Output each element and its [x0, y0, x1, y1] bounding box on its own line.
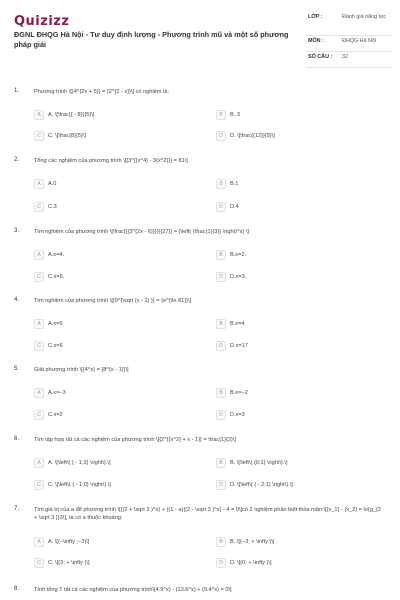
option-text: C. \[\left\{ { - 1;0} \right\}.\] — [48, 481, 111, 488]
option-d[interactable] — [216, 409, 245, 420]
option-letter: D — [216, 131, 226, 141]
option-d[interactable] — [216, 271, 246, 282]
option-text: B. \[(−3; + \infty )\] — [230, 538, 275, 545]
option-letter: A — [34, 319, 44, 329]
option-text: C. \[\frac{8}{5}\] — [48, 132, 86, 139]
option-a[interactable] — [34, 457, 111, 468]
option-letter: B — [216, 110, 226, 120]
option-b[interactable] — [216, 387, 248, 398]
option-letter: C — [34, 341, 44, 351]
option-d[interactable] — [216, 130, 275, 141]
option-a[interactable] — [34, 536, 89, 547]
option-b[interactable] — [216, 536, 274, 547]
question-number: 6. — [14, 436, 20, 442]
subject-label: MÔN : — [308, 38, 324, 44]
option-b[interactable] — [216, 249, 246, 260]
option-text: A. \[\frac{{ - 8}}{5}\] — [48, 111, 95, 118]
question-text: Tìm nghiệm của phương trình \[{9^{\sqrt {x - 1} }} = {e^{\ln 81}}\] — [34, 298, 192, 304]
option-text: D.4 — [230, 203, 239, 210]
question-text: Giải phương trình \[{4^x} = {8^{x - 1}}\] — [34, 367, 129, 373]
option-a[interactable] — [34, 109, 94, 120]
option-letter: D — [216, 272, 226, 282]
option-d[interactable] — [216, 479, 293, 490]
option-letter: C — [34, 202, 44, 212]
option-c[interactable] — [34, 271, 64, 282]
option-letter: D — [216, 480, 226, 490]
option-b[interactable] — [216, 178, 238, 189]
option-text: B. 3 — [230, 111, 240, 118]
option-text: B.x=−2 — [230, 389, 248, 396]
option-letter: C — [34, 131, 44, 141]
question-text: Tìm tập hợp tất cả các nghiệm của phương trình \[{2^{{x^2} + x - 1}} = \frac{1}{2}\] — [34, 437, 236, 443]
meta-row-subject — [306, 36, 392, 52]
option-letter: D — [216, 341, 226, 351]
option-d[interactable] — [216, 557, 272, 568]
question-number: 4. — [14, 297, 20, 303]
class-label: LỚP : — [308, 14, 323, 20]
question-text: Tìm giá trị của a để phương trình \[{(2 + \sqrt 3 )^x} + {(1 - a){(2 - \sqrt 3 )^x} - 4 = 0\]có 2 nghiệm phân biệt thỏa mãn:\[{x_1} - {x_2} = lo{g_{2 + \sqrt 3 }}3\], ta có a thuộc khoảng: — [34, 507, 381, 521]
option-letter: B — [216, 319, 226, 329]
option-letter: A — [34, 110, 44, 120]
question-number: 8. — [14, 586, 20, 592]
question-text: Tính tổng T tất cả các nghiệm của phương trình\[4.9^x) - (13.6^x) + (9.4^x) = 0\] — [34, 587, 232, 593]
question-number: 2. — [14, 157, 20, 163]
option-c[interactable] — [34, 479, 111, 490]
option-text: A. \[(−\infty ;−3)\] — [48, 538, 90, 545]
question-text: Tổng các nghiệm của phương trình \[{3^{{x^4} - 3{x^2}}} = 81\] — [34, 158, 188, 164]
option-b[interactable] — [216, 457, 288, 468]
option-d[interactable] — [216, 340, 248, 351]
option-c[interactable] — [34, 340, 63, 351]
option-letter: C — [34, 272, 44, 282]
option-c[interactable] — [34, 409, 63, 420]
option-text: D. \[(0; + \infty )\] — [230, 559, 272, 566]
option-text: B.x=2. — [230, 251, 247, 258]
option-letter: A — [34, 388, 44, 398]
option-c[interactable] — [34, 557, 90, 568]
option-text: A.x=−3 — [48, 389, 66, 396]
option-text: D.x=17 — [230, 342, 248, 349]
option-a[interactable] — [34, 387, 66, 398]
option-d[interactable] — [216, 201, 239, 212]
option-letter: C — [34, 480, 44, 490]
option-text: A.0 — [48, 180, 57, 187]
option-c[interactable] — [34, 201, 57, 212]
option-text: C.x=6 — [48, 342, 63, 349]
option-letter: B — [216, 388, 226, 398]
question-number: 1. — [14, 88, 20, 94]
option-b[interactable] — [216, 318, 244, 329]
option-a[interactable] — [34, 178, 56, 189]
count-value: 32 — [342, 54, 348, 60]
option-text: B.1 — [230, 180, 239, 187]
question-text: Tìm nghiệm của phương trình \[\frac{{{3^{2x - 6}}}}{{27}} = {\left( {\frac{1}{3}} \right)^x} \] — [34, 229, 249, 235]
option-text: A.x=5 — [48, 320, 63, 327]
meta-row-class — [306, 12, 392, 36]
question-text: Phương trình \[{4^{2x + 5}} = {2^{2 - x}}\] có nghiệm là: — [34, 89, 169, 95]
option-text: D.x=3. — [230, 273, 247, 280]
option-text: C.x=2 — [48, 411, 63, 418]
meta-row-count — [306, 52, 392, 68]
option-text: A. \[\left\{ { - 1;2} \right\}.\] — [48, 459, 111, 466]
option-text: A.x=4. — [48, 251, 65, 258]
option-letter: B — [216, 250, 226, 260]
question-number: 5. — [14, 366, 20, 372]
option-letter: C — [34, 558, 44, 568]
option-b[interactable] — [216, 109, 240, 120]
option-text: B.x=4 — [230, 320, 245, 327]
worksheet-title: ĐGNL ĐHQG Hà Nội - Tư duy định lượng - Phương trình mũ và một số phương pháp giải — [14, 30, 289, 49]
option-text: C. \[(3; + \infty )\] — [48, 559, 90, 566]
option-letter: B — [216, 179, 226, 189]
option-a[interactable] — [34, 318, 62, 329]
option-letter: C — [34, 410, 44, 420]
option-letter: D — [216, 410, 226, 420]
option-letter: A — [34, 537, 44, 547]
class-value: Đánh giá năng lực — [342, 14, 387, 20]
subject-value: ĐHQG Hà Nội — [342, 38, 377, 44]
option-letter: A — [34, 250, 44, 260]
question-number: 7. — [14, 506, 20, 512]
option-a[interactable] — [34, 249, 64, 260]
meta-table — [306, 12, 392, 68]
option-text: C.x=5. — [48, 273, 65, 280]
quizizz-logo: Quizizz — [14, 14, 70, 29]
option-letter: B — [216, 458, 226, 468]
count-label: SỐ CÂU : — [308, 54, 333, 60]
option-letter: D — [216, 202, 226, 212]
option-text: D. \[\frac{{12}}{5}\] — [230, 132, 275, 139]
option-text: D.x=3 — [230, 411, 245, 418]
option-text: B. \[\left\{ {0;1} \right\}.\] — [230, 459, 288, 466]
option-letter: B — [216, 537, 226, 547]
option-letter: D — [216, 558, 226, 568]
question-number: 3. — [14, 228, 20, 234]
option-text: D. \[\left\{ { - 2;1} \right\}.\] — [230, 481, 293, 488]
option-letter: A — [34, 458, 44, 468]
option-c[interactable] — [34, 130, 86, 141]
option-letter: A — [34, 179, 44, 189]
option-text: C.3 — [48, 203, 57, 210]
